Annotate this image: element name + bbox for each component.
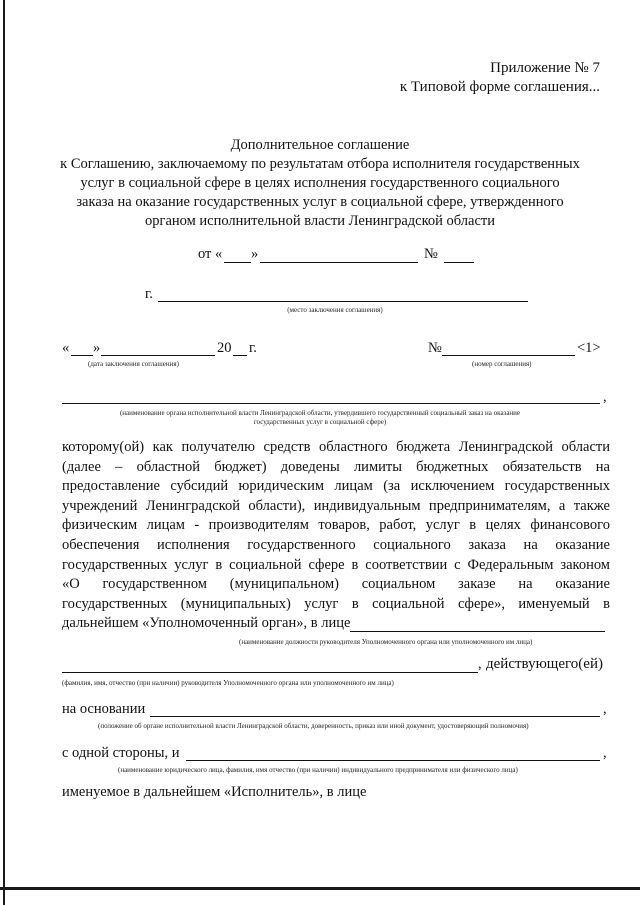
date-row-close-quote: »	[93, 340, 101, 356]
date-day-blank	[224, 262, 251, 263]
acting-comma: ,	[478, 656, 482, 672]
place-prefix: г.	[145, 286, 153, 302]
annex-reference: к Типовой форме соглашения...	[399, 79, 600, 95]
paragraph-line: которому(ой) как получателю средств областного бюджета Ленинградской области	[62, 439, 610, 455]
date-row-year: 20	[217, 340, 232, 356]
scan-bottom-edge	[0, 887, 640, 890]
date-row-month-blank	[101, 355, 215, 356]
executor-name-caption: (наименование юридического лица, фамилия, имя отчество (при наличии) индивидуального предпринимателя или физического лица)	[118, 766, 518, 774]
place-caption: (место заключения соглашения)	[287, 306, 383, 314]
paragraph-line: государственных услуг в социальной сфере в соответствии с Федеральным законом	[62, 556, 610, 573]
organ-name-blank	[62, 403, 600, 404]
paragraph-line: дальнейшем «Уполномоченный орган», в лице	[62, 615, 351, 632]
place-blank	[158, 301, 528, 302]
paragraph-line: «О государственном (муниципальном) социальном заказе на оказание	[62, 576, 610, 593]
basis-comma: ,	[603, 701, 607, 717]
date-month-blank	[260, 262, 418, 263]
acting-label: действующего(ей)	[486, 656, 603, 672]
executor-line: именуемое в дальнейшем «Исполнитель», в лице	[62, 784, 367, 800]
date-open-quote: «	[62, 340, 70, 356]
date-number-label: №	[424, 246, 438, 262]
fio-caption: (фамилия, имя, отчество (при наличии) руководителя Уполномоченного органа или уполномоченного им лица)	[62, 679, 394, 687]
heading-line-3: заказа на оказание государственных услуг в социальной сфере, утвержденного	[76, 194, 564, 210]
head-position-caption: (наименование должности руководителя Уполномоченного органа или уполномоченного им лица)	[239, 638, 533, 646]
heading-line-4: органом исполнительной власти Ленинградской области	[145, 213, 495, 229]
one-side-comma: ,	[603, 745, 607, 761]
paragraph-line: обеспечения исполнения государственного социального заказа на оказание	[62, 536, 610, 553]
one-side-label: с одной стороны, и	[62, 745, 180, 761]
basis-blank	[150, 716, 600, 717]
organ-caption-line-1: (наименование органа исполнительной власти Ленинградской области, утвердившего государственный социальный заказ на оказание	[119, 409, 521, 417]
date-caption: (дата заключения соглашения)	[88, 360, 179, 368]
date-number-blank	[444, 262, 474, 263]
date-row-year-suffix: г.	[249, 340, 257, 356]
organ-name-comma: ,	[603, 389, 607, 405]
date-close-quote: »	[251, 246, 259, 262]
paragraph-line: физическим лицам - производителям товаров, работ, услуг в целях финансового	[62, 517, 610, 534]
agreement-number-label: №	[428, 340, 442, 356]
basis-caption: (положение об органе исполнительной власти Ленинградской области, доверенность, приказ или иной документ, удостоверяющий полномочия)	[98, 722, 529, 730]
date-ot-label: от «	[198, 246, 223, 262]
main-paragraph	[62, 438, 610, 634]
annex-number: Приложение № 7	[490, 60, 600, 76]
basis-label: на основании	[62, 701, 146, 717]
fio-blank	[62, 672, 478, 673]
heading-line-2: услуг в социальной сфере в целях исполнения государственного социального	[80, 175, 560, 191]
paragraph-line: (далее – областной бюджет) доведены лимиты бюджетных обязательств на	[62, 458, 610, 475]
paragraph-line: учреждений Ленинградской области), индивидуальным предпринимателям, а также	[62, 497, 610, 514]
footnote-ref: <1>	[577, 340, 601, 356]
document-title: Дополнительное соглашение	[230, 137, 410, 153]
organ-caption-line-2: государственных услуг в социальной сфере)	[253, 418, 387, 426]
executor-name-blank	[186, 760, 600, 761]
date-row-year-blank	[233, 355, 247, 356]
scan-left-edge	[3, 0, 5, 905]
paragraph-line: государственных (муниципальных) услуг в социальной сфере», именуемый в	[62, 595, 610, 612]
agreement-number-caption: (номер соглашения)	[472, 360, 532, 368]
agreement-number-blank	[442, 355, 575, 356]
head-position-blank	[350, 631, 605, 632]
date-row-day-blank	[71, 355, 93, 356]
heading-line-1: к Соглашению, заключаемому по результатам отбора исполнителя государственных	[60, 156, 580, 172]
paragraph-line: предоставление субсидий юридическим лицам (за исключением государственных	[62, 478, 610, 495]
